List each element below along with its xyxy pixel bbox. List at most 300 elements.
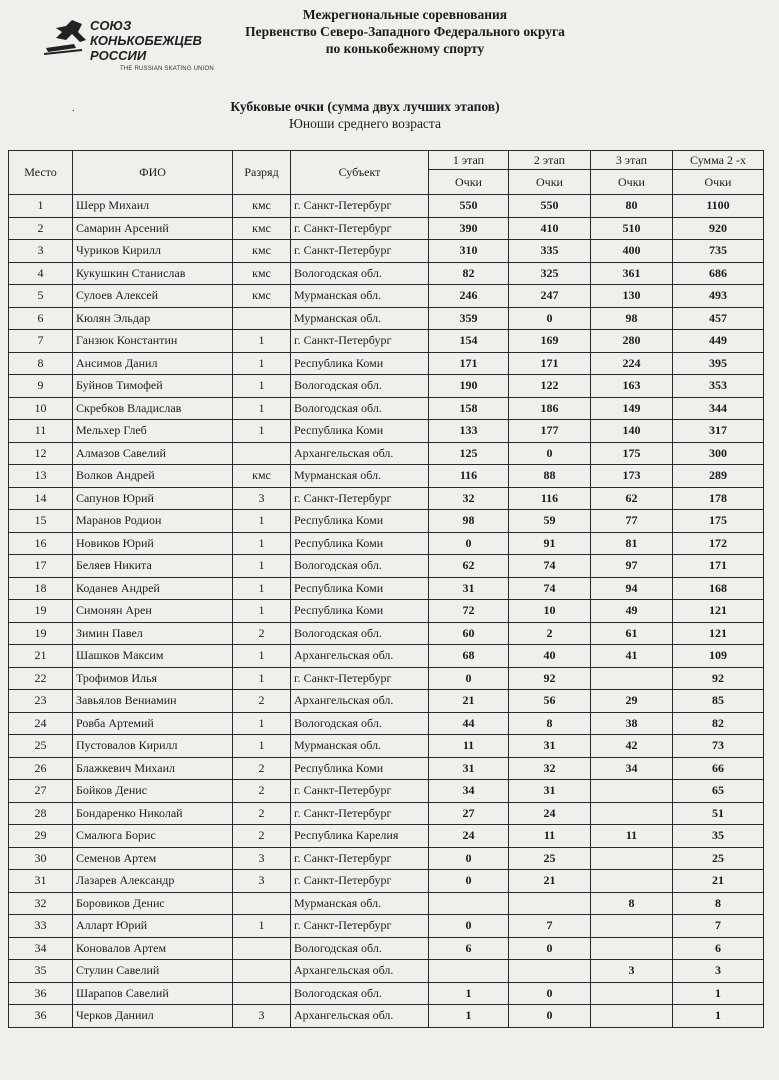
rank-cell: 1 — [233, 510, 291, 533]
stage-2-points-cell: 88 — [509, 465, 591, 488]
total-points-cell: 109 — [673, 645, 764, 668]
total-points-cell: 1 — [673, 982, 764, 1005]
rank-cell: кмс — [233, 262, 291, 285]
stage-2-points-cell: 325 — [509, 262, 591, 285]
rank-cell — [233, 960, 291, 983]
name-cell: Ровба Артемий — [73, 712, 233, 735]
name-cell: Шашков Максим — [73, 645, 233, 668]
stage-3-points-cell: 163 — [591, 375, 673, 398]
table-row — [9, 667, 764, 690]
table-row — [9, 802, 764, 825]
stage-3-points-cell — [591, 937, 673, 960]
region-cell: г. Санкт-Петербург — [291, 217, 429, 240]
stage-3-points-cell — [591, 780, 673, 803]
stage-2-points-cell: 8 — [509, 712, 591, 735]
stage-2-points-cell: 32 — [509, 757, 591, 780]
standings-title: Кубковые очки (сумма двух лучших этапов) — [230, 99, 500, 114]
stage-3-points-cell: 41 — [591, 645, 673, 668]
region-cell: Мурманская обл. — [291, 285, 429, 308]
stage-3-points-cell: 400 — [591, 240, 673, 263]
logo-text — [90, 18, 202, 63]
total-points-cell: 172 — [673, 532, 764, 555]
total-points-cell: 353 — [673, 375, 764, 398]
stage-1-points-cell: 154 — [429, 330, 509, 353]
stage-1-points-cell: 390 — [429, 217, 509, 240]
stage-2-points-cell: 40 — [509, 645, 591, 668]
stage-1-points-cell: 550 — [429, 195, 509, 218]
stage-3-points-cell: 94 — [591, 577, 673, 600]
stage-2-points-cell: 335 — [509, 240, 591, 263]
name-cell: Буйнов Тимофей — [73, 375, 233, 398]
stage-3-points-cell: 224 — [591, 352, 673, 375]
stage-1-points-cell: 310 — [429, 240, 509, 263]
rank-cell: 3 — [233, 487, 291, 510]
logo-line: КОНЬКОБЕЖЦЕВ — [90, 33, 202, 48]
region-cell: Архангельская обл. — [291, 960, 429, 983]
region-cell: Мурманская обл. — [291, 307, 429, 330]
place-cell: 33 — [9, 915, 73, 938]
logo-line: РОССИИ — [90, 48, 147, 63]
header-stage-1: 1 этап — [429, 151, 509, 170]
total-points-cell: 178 — [673, 487, 764, 510]
region-cell: Республика Коми — [291, 577, 429, 600]
header-points: Очки — [591, 170, 673, 195]
place-cell: 30 — [9, 847, 73, 870]
rank-cell: 3 — [233, 847, 291, 870]
stage-2-points-cell — [509, 960, 591, 983]
stage-2-points-cell: 74 — [509, 577, 591, 600]
region-cell: г. Санкт-Петербург — [291, 870, 429, 893]
total-points-cell: 8 — [673, 892, 764, 915]
stage-1-points-cell: 72 — [429, 600, 509, 623]
stage-2-points-cell — [509, 892, 591, 915]
place-cell: 36 — [9, 982, 73, 1005]
name-cell: Трофимов Илья — [73, 667, 233, 690]
stage-3-points-cell — [591, 1005, 673, 1028]
stage-3-points-cell: 361 — [591, 262, 673, 285]
stage-2-points-cell: 74 — [509, 555, 591, 578]
total-points-cell: 73 — [673, 735, 764, 758]
stage-2-points-cell: 25 — [509, 847, 591, 870]
rank-cell: 1 — [233, 600, 291, 623]
rank-cell: кмс — [233, 285, 291, 308]
stage-3-points-cell — [591, 667, 673, 690]
stage-1-points-cell: 0 — [429, 847, 509, 870]
table-row — [9, 532, 764, 555]
table-row — [9, 510, 764, 533]
total-points-cell: 21 — [673, 870, 764, 893]
name-cell: Беляев Никита — [73, 555, 233, 578]
region-cell: Республика Коми — [291, 757, 429, 780]
stage-3-points-cell: 80 — [591, 195, 673, 218]
stage-2-points-cell: 247 — [509, 285, 591, 308]
stage-2-points-cell: 186 — [509, 397, 591, 420]
rank-cell: 1 — [233, 555, 291, 578]
table-row — [9, 780, 764, 803]
stage-1-points-cell: 21 — [429, 690, 509, 713]
stage-1-points-cell: 0 — [429, 532, 509, 555]
stage-2-points-cell: 21 — [509, 870, 591, 893]
region-cell: Республика Коми — [291, 532, 429, 555]
place-cell: 7 — [9, 330, 73, 353]
place-cell: 26 — [9, 757, 73, 780]
region-cell: Республика Коми — [291, 420, 429, 443]
stage-1-points-cell: 1 — [429, 982, 509, 1005]
table-row — [9, 690, 764, 713]
rank-cell: кмс — [233, 240, 291, 263]
region-cell: Архангельская обл. — [291, 645, 429, 668]
place-cell: 16 — [9, 532, 73, 555]
header-rank: Разряд — [233, 151, 291, 195]
place-cell: 10 — [9, 397, 73, 420]
table-row — [9, 1005, 764, 1028]
total-points-cell: 85 — [673, 690, 764, 713]
total-points-cell: 82 — [673, 712, 764, 735]
stage-2-points-cell: 7 — [509, 915, 591, 938]
stage-1-points-cell: 0 — [429, 915, 509, 938]
document-header — [200, 6, 610, 57]
place-cell: 3 — [9, 240, 73, 263]
stage-1-points-cell: 34 — [429, 780, 509, 803]
table-row — [9, 622, 764, 645]
table-row — [9, 352, 764, 375]
place-cell: 9 — [9, 375, 73, 398]
place-cell: 28 — [9, 802, 73, 825]
name-cell: Кюлян Эльдар — [73, 307, 233, 330]
stage-3-points-cell: 130 — [591, 285, 673, 308]
region-cell: г. Санкт-Петербург — [291, 240, 429, 263]
region-cell: Республика Коми — [291, 510, 429, 533]
stage-3-points-cell — [591, 915, 673, 938]
place-cell: 23 — [9, 690, 73, 713]
header-points: Очки — [509, 170, 591, 195]
table-row — [9, 330, 764, 353]
table-row — [9, 217, 764, 240]
region-cell: Мурманская обл. — [291, 892, 429, 915]
rank-cell — [233, 982, 291, 1005]
name-cell: Сапунов Юрий — [73, 487, 233, 510]
region-cell: Вологодская обл. — [291, 712, 429, 735]
rank-cell: 1 — [233, 915, 291, 938]
region-cell: Республика Карелия — [291, 825, 429, 848]
stage-3-points-cell — [591, 847, 673, 870]
stage-2-points-cell: 92 — [509, 667, 591, 690]
stage-1-points-cell: 31 — [429, 757, 509, 780]
place-cell: 6 — [9, 307, 73, 330]
table-row — [9, 262, 764, 285]
name-cell: Шарапов Савелий — [73, 982, 233, 1005]
stage-3-points-cell: 49 — [591, 600, 673, 623]
stage-2-points-cell: 0 — [509, 982, 591, 1005]
total-points-cell: 35 — [673, 825, 764, 848]
header-points: Очки — [673, 170, 764, 195]
total-points-cell: 289 — [673, 465, 764, 488]
name-cell: Завьялов Вениамин — [73, 690, 233, 713]
region-cell: Вологодская обл. — [291, 982, 429, 1005]
total-points-cell: 7 — [673, 915, 764, 938]
rank-cell: кмс — [233, 195, 291, 218]
place-cell: 5 — [9, 285, 73, 308]
stage-3-points-cell: 97 — [591, 555, 673, 578]
region-cell: Мурманская обл. — [291, 735, 429, 758]
header-line-3: по конькобежному спорту — [325, 41, 485, 56]
rank-cell: 2 — [233, 802, 291, 825]
place-cell: 29 — [9, 825, 73, 848]
stage-1-points-cell: 44 — [429, 712, 509, 735]
name-cell: Семенов Артем — [73, 847, 233, 870]
table-row — [9, 307, 764, 330]
stage-2-points-cell: 0 — [509, 1005, 591, 1028]
stage-2-points-cell: 0 — [509, 307, 591, 330]
rank-cell — [233, 937, 291, 960]
stage-1-points-cell: 158 — [429, 397, 509, 420]
stage-1-points-cell: 125 — [429, 442, 509, 465]
total-points-cell: 493 — [673, 285, 764, 308]
table-row — [9, 555, 764, 578]
stage-1-points-cell: 11 — [429, 735, 509, 758]
table-row — [9, 240, 764, 263]
table-row — [9, 487, 764, 510]
total-points-cell: 175 — [673, 510, 764, 533]
stage-1-points-cell: 116 — [429, 465, 509, 488]
table-row — [9, 870, 764, 893]
rank-cell: 3 — [233, 870, 291, 893]
stage-1-points-cell: 0 — [429, 870, 509, 893]
stage-3-points-cell: 62 — [591, 487, 673, 510]
table-row — [9, 915, 764, 938]
place-cell: 13 — [9, 465, 73, 488]
skater-logo-icon — [42, 18, 88, 58]
header-line-2: Первенство Северо-Западного Федерального округа — [245, 24, 565, 39]
header-line-1: Межрегиональные соревнования — [302, 7, 508, 22]
table-row — [9, 285, 764, 308]
stage-2-points-cell: 122 — [509, 375, 591, 398]
place-cell: 35 — [9, 960, 73, 983]
stage-1-points-cell: 24 — [429, 825, 509, 848]
table-row — [9, 757, 764, 780]
table-row — [9, 645, 764, 668]
stage-3-points-cell: 3 — [591, 960, 673, 983]
region-cell: Вологодская обл. — [291, 397, 429, 420]
stage-1-points-cell: 133 — [429, 420, 509, 443]
place-cell: 1 — [9, 195, 73, 218]
stage-1-points-cell: 246 — [429, 285, 509, 308]
rank-cell: 2 — [233, 780, 291, 803]
name-cell: Боровиков Денис — [73, 892, 233, 915]
rank-cell: 1 — [233, 735, 291, 758]
name-cell: Бойков Денис — [73, 780, 233, 803]
name-cell: Черков Даниил — [73, 1005, 233, 1028]
results-body — [9, 195, 764, 1028]
stage-2-points-cell: 2 — [509, 622, 591, 645]
stage-1-points-cell: 0 — [429, 667, 509, 690]
name-cell: Лазарев Александр — [73, 870, 233, 893]
region-cell: г. Санкт-Петербург — [291, 667, 429, 690]
region-cell: г. Санкт-Петербург — [291, 195, 429, 218]
stage-3-points-cell: 149 — [591, 397, 673, 420]
region-cell: Вологодская обл. — [291, 262, 429, 285]
stage-1-points-cell: 171 — [429, 352, 509, 375]
rank-cell: 1 — [233, 420, 291, 443]
stage-2-points-cell: 116 — [509, 487, 591, 510]
name-cell: Ганзюк Константин — [73, 330, 233, 353]
stage-1-points-cell: 27 — [429, 802, 509, 825]
stage-3-points-cell: 29 — [591, 690, 673, 713]
stage-3-points-cell: 11 — [591, 825, 673, 848]
stage-3-points-cell: 173 — [591, 465, 673, 488]
table-row — [9, 847, 764, 870]
header-stage-2: 2 этап — [509, 151, 591, 170]
header-region: Субъект — [291, 151, 429, 195]
table-row — [9, 960, 764, 983]
total-points-cell: 300 — [673, 442, 764, 465]
place-cell: 31 — [9, 870, 73, 893]
stage-3-points-cell: 510 — [591, 217, 673, 240]
stage-2-points-cell: 177 — [509, 420, 591, 443]
table-row — [9, 577, 764, 600]
table-row — [9, 195, 764, 218]
rank-cell: 1 — [233, 577, 291, 600]
name-cell: Скребков Владислав — [73, 397, 233, 420]
stage-2-points-cell: 169 — [509, 330, 591, 353]
table-row — [9, 442, 764, 465]
place-cell: 17 — [9, 555, 73, 578]
stage-1-points-cell: 359 — [429, 307, 509, 330]
header-place: Место — [9, 151, 73, 195]
place-cell: 25 — [9, 735, 73, 758]
region-cell: Вологодская обл. — [291, 622, 429, 645]
rank-cell: 1 — [233, 712, 291, 735]
total-points-cell: 3 — [673, 960, 764, 983]
rank-cell: 3 — [233, 1005, 291, 1028]
total-points-cell: 92 — [673, 667, 764, 690]
table-row — [9, 735, 764, 758]
total-points-cell: 65 — [673, 780, 764, 803]
region-cell: Архангельская обл. — [291, 1005, 429, 1028]
name-cell: Маранов Родион — [73, 510, 233, 533]
place-cell: 19 — [9, 600, 73, 623]
total-points-cell: 6 — [673, 937, 764, 960]
name-cell: Бондаренко Николай — [73, 802, 233, 825]
stage-2-points-cell: 31 — [509, 735, 591, 758]
rank-cell: 2 — [233, 622, 291, 645]
total-points-cell: 457 — [673, 307, 764, 330]
document-subheader — [160, 98, 570, 132]
stage-2-points-cell: 91 — [509, 532, 591, 555]
place-cell: 36 — [9, 1005, 73, 1028]
region-cell: г. Санкт-Петербург — [291, 487, 429, 510]
region-cell: Республика Коми — [291, 600, 429, 623]
name-cell: Чуриков Кирилл — [73, 240, 233, 263]
place-cell: 2 — [9, 217, 73, 240]
region-cell: Республика Коми — [291, 352, 429, 375]
total-points-cell: 51 — [673, 802, 764, 825]
stage-1-points-cell: 1 — [429, 1005, 509, 1028]
name-cell: Кукушкин Станислав — [73, 262, 233, 285]
stage-2-points-cell: 410 — [509, 217, 591, 240]
logo-subtitle: THE RUSSIAN SKATING UNION — [120, 66, 214, 72]
table-row — [9, 712, 764, 735]
name-cell: Ансимов Данил — [73, 352, 233, 375]
rank-cell: 1 — [233, 330, 291, 353]
name-cell: Пустовалов Кирилл — [73, 735, 233, 758]
region-cell: Архангельская обл. — [291, 690, 429, 713]
total-points-cell: 317 — [673, 420, 764, 443]
rank-cell: 2 — [233, 825, 291, 848]
stage-3-points-cell: 61 — [591, 622, 673, 645]
rank-cell: 1 — [233, 352, 291, 375]
total-points-cell: 168 — [673, 577, 764, 600]
rank-cell — [233, 892, 291, 915]
stage-2-points-cell: 10 — [509, 600, 591, 623]
age-category: Юноши среднего возраста — [289, 116, 441, 131]
rank-cell: 2 — [233, 690, 291, 713]
stage-1-points-cell — [429, 892, 509, 915]
stage-3-points-cell: 98 — [591, 307, 673, 330]
region-cell: Мурманская обл. — [291, 465, 429, 488]
stage-2-points-cell: 550 — [509, 195, 591, 218]
place-cell: 19 — [9, 622, 73, 645]
total-points-cell: 1100 — [673, 195, 764, 218]
stage-1-points-cell: 32 — [429, 487, 509, 510]
stage-2-points-cell: 59 — [509, 510, 591, 533]
total-points-cell: 395 — [673, 352, 764, 375]
total-points-cell: 344 — [673, 397, 764, 420]
total-points-cell: 171 — [673, 555, 764, 578]
region-cell: Вологодская обл. — [291, 375, 429, 398]
name-cell: Алмазов Савелий — [73, 442, 233, 465]
stage-2-points-cell: 31 — [509, 780, 591, 803]
total-points-cell: 735 — [673, 240, 764, 263]
rank-cell: 2 — [233, 757, 291, 780]
stage-3-points-cell: 280 — [591, 330, 673, 353]
rank-cell — [233, 307, 291, 330]
table-row — [9, 892, 764, 915]
place-cell: 14 — [9, 487, 73, 510]
name-cell: Самарин Арсений — [73, 217, 233, 240]
region-cell: г. Санкт-Петербург — [291, 847, 429, 870]
table-row — [9, 465, 764, 488]
table-row — [9, 982, 764, 1005]
total-points-cell: 121 — [673, 622, 764, 645]
name-cell: Коданев Андрей — [73, 577, 233, 600]
name-cell: Смалюга Борис — [73, 825, 233, 848]
region-cell: Архангельская обл. — [291, 442, 429, 465]
table-row — [9, 825, 764, 848]
stage-2-points-cell: 24 — [509, 802, 591, 825]
rank-cell: 1 — [233, 645, 291, 668]
name-cell: Шерр Михаил — [73, 195, 233, 218]
place-cell: 32 — [9, 892, 73, 915]
place-cell: 27 — [9, 780, 73, 803]
place-cell: 24 — [9, 712, 73, 735]
total-points-cell: 686 — [673, 262, 764, 285]
total-points-cell: 25 — [673, 847, 764, 870]
stage-2-points-cell: 0 — [509, 442, 591, 465]
region-cell: г. Санкт-Петербург — [291, 915, 429, 938]
stage-3-points-cell: 140 — [591, 420, 673, 443]
name-cell: Зимин Павел — [73, 622, 233, 645]
total-points-cell: 920 — [673, 217, 764, 240]
stage-3-points-cell: 42 — [591, 735, 673, 758]
stage-1-points-cell: 98 — [429, 510, 509, 533]
stage-3-points-cell: 77 — [591, 510, 673, 533]
header-stage-3: 3 этап — [591, 151, 673, 170]
stage-3-points-cell: 8 — [591, 892, 673, 915]
place-cell: 18 — [9, 577, 73, 600]
header-total: Сумма 2 -х — [673, 151, 764, 170]
place-cell: 21 — [9, 645, 73, 668]
